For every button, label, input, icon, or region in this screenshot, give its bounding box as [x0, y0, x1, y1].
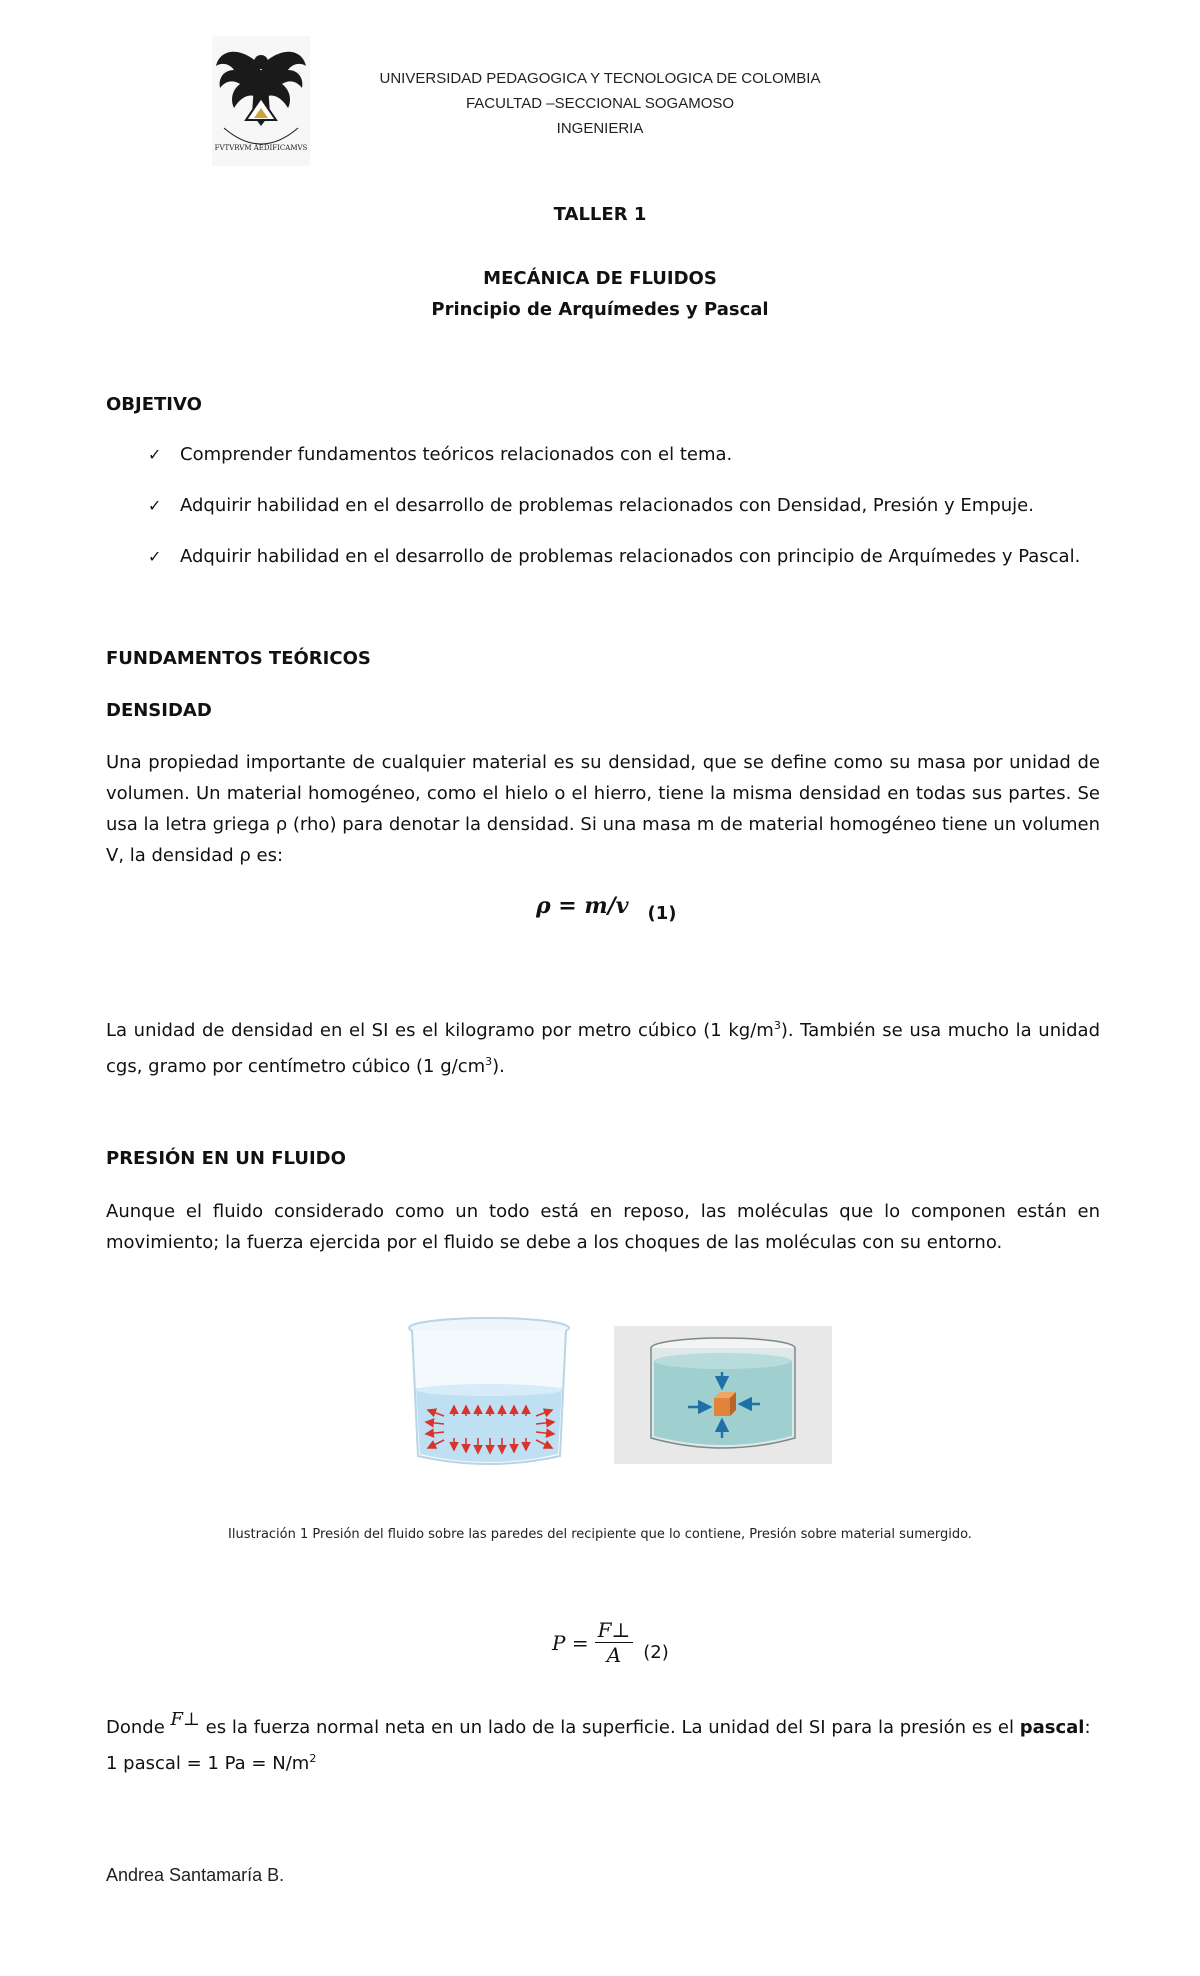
objective-item [148, 495, 1034, 516]
objective-item-text: Adquirir habilidad en el desarrollo de problemas relacionados con Densidad, Presión y Empuje. [180, 495, 1034, 516]
pressure-denominator: A [606, 1643, 622, 1667]
density-formula-number: (1) [647, 903, 677, 924]
subject-title: MECÁNICA DE FLUIDOS [483, 268, 717, 289]
objective-item [148, 546, 1080, 567]
density-formula [536, 893, 677, 924]
checkmark-icon: ✓ [148, 445, 162, 464]
logo-motto: FVTVRVM AEDIFICAMVS [214, 144, 308, 152]
workshop-title: TALLER 1 [553, 204, 647, 225]
density-paragraph: Una propiedad importante de cualquier material es su densidad, que se define como su masa por unidad de volumen. Un material homogéneo, como el hielo o el hierro, tiene la misma densidad en todas sus partes. Se usa la letra griega ρ (rho) para denotar la densidad. Si una masa m de material homogéneo tiene un volumen V, la densidad ρ es: [106, 752, 1100, 866]
density-formula-expression: ρ = m/v [536, 893, 629, 919]
header-university: UNIVERSIDAD PEDAGOGICA Y TECNOLOGICA DE COLOMBIA [379, 70, 821, 87]
submerged-cube-figure [614, 1326, 832, 1464]
figure-caption: Ilustración 1 Presión del fluido sobre las paredes del recipiente que lo contiene, Presión sobre material sumergido. [228, 1527, 972, 1542]
normal-force-symbol: F⊥ [170, 1709, 200, 1730]
pressure-formula-lhs: P = [552, 1630, 589, 1655]
units-superscript: 3 [773, 1019, 781, 1032]
pressure-heading: PRESIÓN EN UN FLUIDO [106, 1148, 346, 1169]
pressure-definition-colon: : [1084, 1717, 1091, 1738]
units-text: ). También se usa mucho la unidad cgs, gramo por centímetro cúbico (1 g/cm [106, 1020, 1101, 1077]
pressure-formula-number: (2) [643, 1642, 669, 1663]
density-units-paragraph [106, 1010, 1100, 1082]
objective-item-text: Comprender fundamentos teóricos relacionados con el tema. [180, 444, 733, 465]
beaker-pressure-figure [404, 1316, 574, 1472]
pressure-definition-paragraph [106, 1709, 1100, 1779]
pressure-formula [552, 1618, 669, 1667]
units-text: ). [492, 1056, 505, 1077]
units-text: La unidad de densidad en el SI es el kilogramo por metro cúbico (1 kg/m [106, 1020, 774, 1041]
subject-subtitle: Principio de Arquímedes y Pascal [431, 299, 769, 320]
pascal-unit-superscript: 2 [309, 1752, 317, 1765]
donde-word: Donde [106, 1717, 165, 1738]
pressure-fraction [595, 1618, 634, 1667]
pressure-numerator: F⊥ [595, 1618, 634, 1643]
checkmark-icon: ✓ [148, 496, 162, 515]
footer-author: Andrea Santamaría B. [106, 1865, 285, 1885]
header-program: INGENIERIA [556, 120, 644, 137]
pascal-unit-line: 1 pascal = 1 Pa = N/m [106, 1753, 310, 1774]
pressure-paragraph: Aunque el fluido considerado como un todo está en reposo, las moléculas que lo componen están en movimiento; la fuerza ejercida por el fluido se debe a los choques de las moléculas con su entorno. [106, 1201, 1100, 1253]
pascal-bold-word: pascal [1019, 1717, 1085, 1738]
units-superscript: 3 [485, 1055, 493, 1068]
density-heading: DENSIDAD [106, 700, 212, 721]
objective-item-text: Adquirir habilidad en el desarrollo de problemas relacionados con principio de Arquímedes y Pascal. [180, 546, 1081, 567]
checkmark-icon: ✓ [148, 547, 162, 566]
fundamentals-heading: FUNDAMENTOS TEÓRICOS [106, 648, 371, 669]
objective-heading: OBJETIVO [106, 394, 202, 415]
header-faculty: FACULTAD –SECCIONAL SOGAMOSO [465, 95, 735, 112]
pressure-definition-text: es la fuerza normal neta en un lado de la superficie. La unidad del SI para la presión es el [205, 1717, 1014, 1738]
objective-item [148, 444, 732, 465]
